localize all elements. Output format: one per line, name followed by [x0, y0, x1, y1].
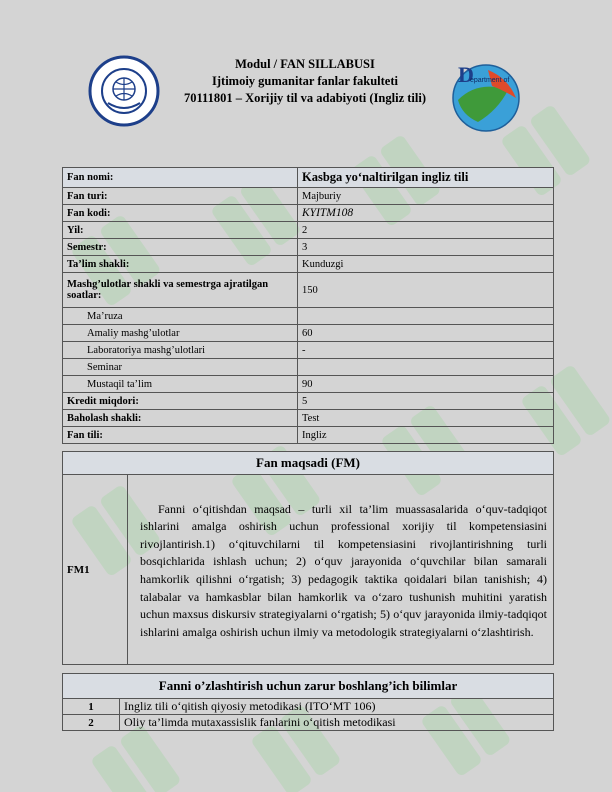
info-value: 60 — [298, 325, 554, 342]
info-key: Fan turi: — [63, 188, 298, 205]
info-value: KYITM108 — [298, 205, 554, 222]
info-value — [298, 308, 554, 325]
svg-text:epartment of: epartment of — [470, 77, 510, 84]
info-value: 90 — [298, 376, 554, 393]
svg-text:D: D — [458, 62, 474, 87]
table-row — [63, 699, 554, 715]
department-logo-icon — [448, 60, 523, 132]
prerequisite-text: Ingliz tili o‘qitish qiyosiy metodikasi (ITO‘MT 106) — [120, 699, 554, 715]
info-value: 3 — [298, 239, 554, 256]
table-row — [63, 205, 554, 222]
goal-label: FM1 — [63, 475, 128, 665]
info-value: Ingliz — [298, 427, 554, 444]
info-value — [298, 359, 554, 376]
table-row — [63, 427, 554, 444]
table-row — [63, 342, 554, 359]
course-goal-table — [62, 451, 554, 665]
header-program: 70111801 – Xorijiy til va adabiyoti (Ingliz tili) — [183, 91, 427, 105]
table-row — [63, 273, 554, 308]
table-row — [63, 188, 554, 205]
goal-title: Fan maqsadi (FM) — [63, 452, 554, 475]
table-row — [63, 168, 554, 188]
info-value: 2 — [298, 222, 554, 239]
header-faculty: Ijtimoiy gumanitar fanlar fakulteti — [212, 74, 398, 88]
info-key: Fan kodi: — [63, 205, 298, 222]
info-key: Mustaqil ta’lim — [63, 376, 298, 393]
prerequisites-title: Fanni o’zlashtirish uchun zarur boshlang’ich bilimlar — [63, 674, 554, 699]
info-key: Baholash shakli: — [63, 410, 298, 427]
table-row — [63, 393, 554, 410]
info-key: Ma’ruza — [63, 308, 298, 325]
info-key: Fan nomi: — [63, 168, 298, 188]
table-row — [63, 359, 554, 376]
info-key: Fan tili: — [63, 427, 298, 444]
table-row — [63, 376, 554, 393]
prerequisite-number: 1 — [63, 699, 120, 715]
info-value: 150 — [298, 273, 554, 308]
table-row — [63, 325, 554, 342]
info-key: Semestr: — [63, 239, 298, 256]
course-info-table — [62, 167, 554, 444]
prerequisite-text: Oliy ta’limda mutaxassislik fanlarini o‘qitish metodikasi — [120, 715, 554, 731]
header-title: Modul / FAN SILLABUSI — [235, 57, 375, 71]
prerequisites-table — [62, 673, 554, 731]
document-header — [0, 0, 612, 150]
university-seal-icon — [88, 55, 160, 127]
table-row — [63, 256, 554, 273]
info-key: Seminar — [63, 359, 298, 376]
info-value: Kunduzgi — [298, 256, 554, 273]
prerequisite-number: 2 — [63, 715, 120, 731]
info-value: Majburiy — [298, 188, 554, 205]
info-key: Amaliy mashg’ulotlar — [63, 325, 298, 342]
info-value: Test — [298, 410, 554, 427]
info-key: Kredit miqdori: — [63, 393, 298, 410]
info-key: Mashg’ulotlar shakli va semestrga ajratilgan soatlar: — [63, 273, 298, 308]
info-key: Yil: — [63, 222, 298, 239]
table-row — [63, 239, 554, 256]
table-row — [63, 715, 554, 731]
table-row — [63, 308, 554, 325]
info-key: Laboratoriya mashg’ulotlari — [63, 342, 298, 359]
table-row — [63, 410, 554, 427]
info-value: Kasbga yo‘naltirilgan ingliz tili — [298, 168, 554, 188]
info-value: 5 — [298, 393, 554, 410]
info-value: - — [298, 342, 554, 359]
table-row — [63, 222, 554, 239]
info-key: Ta’lim shakli: — [63, 256, 298, 273]
goal-text: Fanni o‘qitishdan maqsad – turli xil ta’lim muassasalarida o‘quv-tadqiqot ishlarini amalga oshirish uchun professional xorijiy til kompetensiasini rivojlantirish.1) o‘qituvchilarni til kompetensiasini rivojlantirishning turli bosqichlarida ishlash uchun; 2) o‘quv jarayonida o‘quvchilar bilan samarali hamkorlik qilishni o‘rgatish; 3) pedagogik taktika qoidalari bilan tanishish; 4) talabalar va hamkasblar bilan hamkorlik va o‘zaro tushunish muhitini yaratish uchun maxsus diskursiv strategiyalarni o‘rgatish; 5) o‘quv jarayonida ilmiy-tadqiqot ishlarini amalga oshirish uchun ilmiy va metodologik strategiyalarni o‘zlashtirish. — [128, 475, 554, 665]
